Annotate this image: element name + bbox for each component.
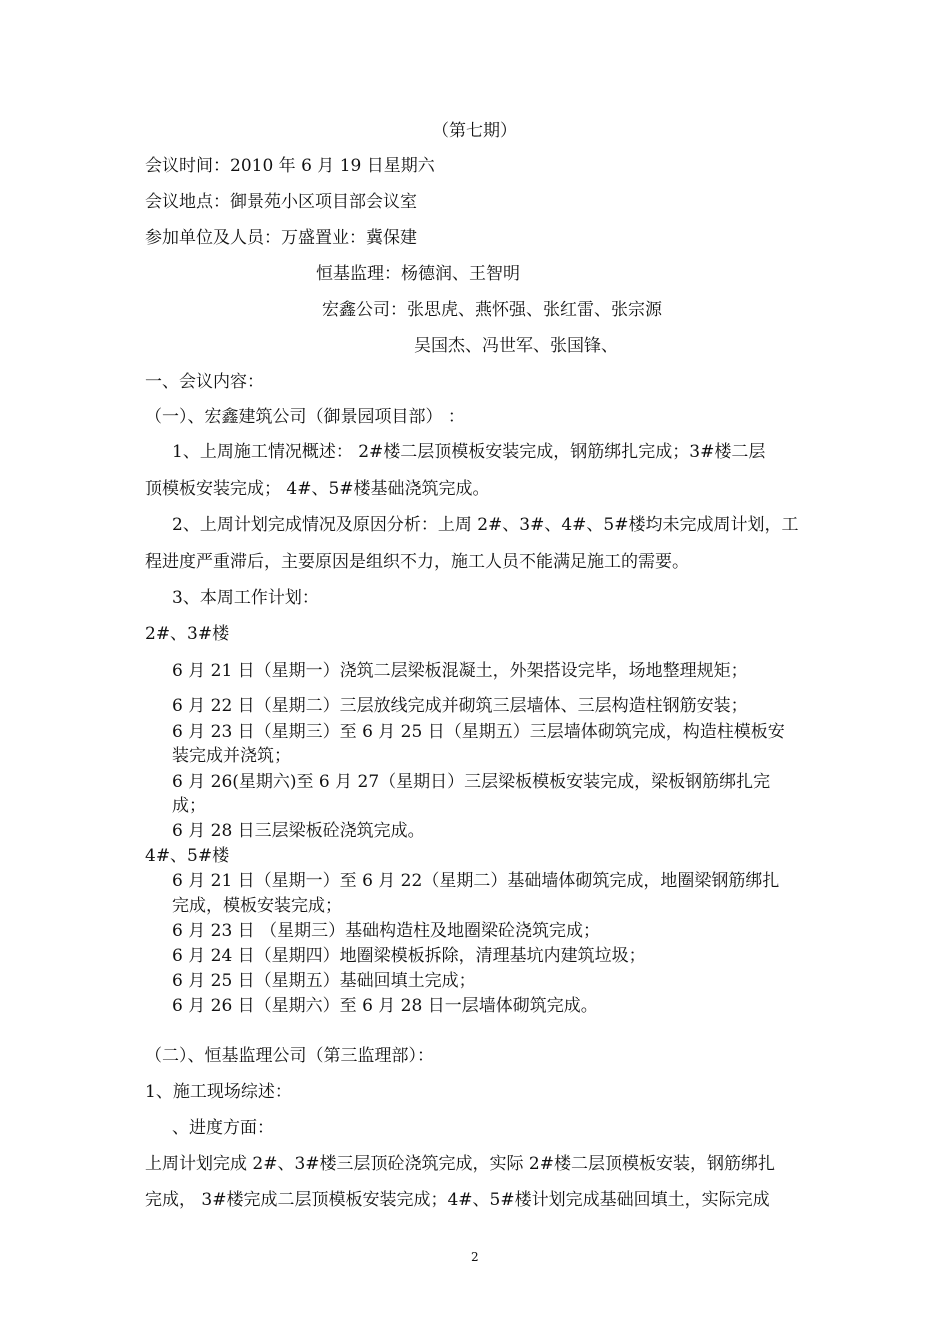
group-b-line: 6 月 21 日（星期一）至 6 月 22（星期二）基础墙体砌筑完成，地圈梁钢筋绑扎 bbox=[172, 871, 780, 891]
group-b-title: 4#、5#楼 bbox=[145, 846, 230, 866]
progress-text-line: 上周计划完成 2#、3#楼三层顶砼浇筑完成，实际 2#楼二层顶模板安装，钢筋绑扎 bbox=[145, 1154, 775, 1174]
item1-line2: 顶模板安装完成； 4#、5#楼基础浇筑完成。 bbox=[145, 479, 490, 499]
attendees-contractor-cont: 吴国杰、冯世军、张国锋、 bbox=[414, 336, 618, 356]
issue-title: （第七期） bbox=[432, 121, 517, 141]
group-a-line: 6 月 28 日三层梁板砼浇筑完成。 bbox=[172, 821, 425, 841]
item3-heading: 3、本周工作计划： bbox=[172, 588, 319, 608]
page-number: 2 bbox=[471, 1250, 479, 1264]
group-a-line: 6 月 26(星期六)至 6 月 27（星期日）三层梁板模板安装完成，梁板钢筋绑扎完 bbox=[172, 772, 771, 792]
attendees-line: 参加单位及人员：万盛置业：冀保建 bbox=[145, 228, 417, 248]
group-a-title: 2#、3#楼 bbox=[145, 624, 230, 644]
part-two-heading: （二）、恒基监理公司（第三监理部）： bbox=[145, 1046, 434, 1066]
part-one-heading: （一）、宏鑫建筑公司（御景园项目部） ： bbox=[145, 407, 465, 427]
group-a-line: 6 月 21 日（星期一）浇筑二层梁板混凝土，外架搭设完毕，场地整理规矩； bbox=[172, 661, 748, 681]
section-heading: 一、会议内容： bbox=[145, 372, 264, 392]
item1-line1: 1、上周施工情况概述： 2#楼二层顶模板安装完成，钢筋绑扎完成；3#楼二层 bbox=[172, 442, 766, 462]
attendees-supervisor: 恒基监理：杨德润、王智明 bbox=[316, 264, 520, 284]
progress-label: 、进度方面： bbox=[172, 1118, 274, 1138]
meeting-time: 会议时间：2010 年 6 月 19 日星期六 bbox=[145, 156, 435, 176]
attendees-contractor: 宏鑫公司：张思虎、燕怀强、张红雷、张宗源 bbox=[322, 300, 662, 320]
item2-line2: 程进度严重滞后，主要原因是组织不力，施工人员不能满足施工的需要。 bbox=[145, 552, 689, 572]
item2-line1: 2、上周计划完成情况及原因分析：上周 2#、3#、4#、5#楼均未完成周计划，工 bbox=[172, 515, 799, 535]
part-two-item1: 1、施工现场综述： bbox=[145, 1082, 292, 1102]
group-b-line: 6 月 25 日（星期五）基础回填土完成； bbox=[172, 971, 476, 991]
group-a-line: 6 月 23 日（星期三）至 6 月 25 日（星期五）三层墙体砌筑完成，构造柱模板安 bbox=[172, 722, 785, 742]
group-b-line: 完成，模板安装完成； bbox=[172, 896, 342, 916]
group-a-line: 成； bbox=[172, 796, 206, 816]
meeting-place: 会议地点：御景苑小区项目部会议室 bbox=[145, 192, 417, 212]
group-a-line: 装完成并浇筑； bbox=[172, 746, 291, 766]
group-a-line: 6 月 22 日（星期二）三层放线完成并砌筑三层墙体、三层构造柱钢筋安装； bbox=[172, 696, 748, 716]
progress-text-line: 完成， 3#楼完成二层顶模板安装完成；4#、5#楼计划完成基础回填土，实际完成 bbox=[145, 1190, 770, 1210]
group-b-line: 6 月 24 日（星期四）地圈梁模板拆除，清理基坑内建筑垃圾； bbox=[172, 946, 646, 966]
group-b-line: 6 月 23 日 （星期三）基础构造柱及地圈梁砼浇筑完成； bbox=[172, 921, 601, 941]
group-b-line: 6 月 26 日（星期六）至 6 月 28 日一层墙体砌筑完成。 bbox=[172, 996, 598, 1016]
